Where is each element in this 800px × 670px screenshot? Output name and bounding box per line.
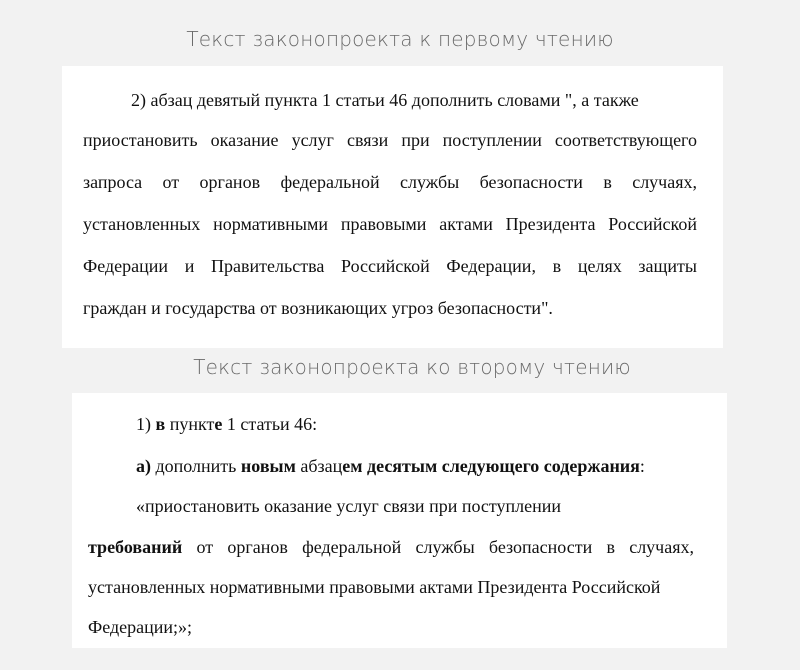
bold-fragment: ем десятым следующего содержания — [342, 456, 640, 476]
bold-fragment: е — [214, 414, 223, 434]
text-line: приостановить оказание услуг связи при поступлении соответствующего — [83, 130, 697, 150]
text-line — [136, 455, 645, 477]
item-number: 1) — [136, 414, 156, 434]
text-line: Федерации;»; — [88, 617, 193, 637]
bold-fragment: требований — [88, 537, 183, 557]
subitem-letter: а) — [136, 456, 151, 476]
text-line: граждан и государства от возникающих угроз безопасности". — [83, 298, 553, 318]
text-fragment: от органов федеральной службы безопасности в случаях, — [182, 537, 694, 557]
text-line: установленных нормативными правовыми актами Президента Российской — [88, 577, 661, 597]
text-fragment: дополнить — [151, 456, 241, 476]
bold-fragment: новым — [240, 456, 296, 476]
text-fragment: : — [639, 456, 645, 476]
text-fragment: абзац — [295, 456, 343, 476]
text-line: «приостановить оказание услуг связи при поступлении — [136, 496, 562, 516]
text-fragment: пункт — [165, 414, 215, 434]
second-reading-heading: Текст законопроекта ко второму чтению — [193, 355, 631, 379]
text-fragment: 1 статьи 46: — [222, 414, 318, 434]
text-line: Федерации и Правительства Российской Федерации, в целях защиты — [83, 256, 697, 276]
text-line: запроса от органов федеральной службы безопасности в случаях, — [83, 172, 697, 192]
text-line — [88, 536, 694, 558]
second-reading-text-box — [72, 393, 727, 648]
text-line: 2) абзац девятый пункта 1 статьи 46 дополнить словами ", а также — [131, 90, 639, 110]
first-reading-text-box — [62, 66, 723, 348]
text-line — [136, 413, 317, 435]
bold-fragment: в — [155, 414, 166, 434]
first-reading-heading: Текст законопроекта к первому чтению — [186, 27, 614, 51]
text-line: установленных нормативными правовыми актами Президента Российской — [83, 214, 697, 234]
